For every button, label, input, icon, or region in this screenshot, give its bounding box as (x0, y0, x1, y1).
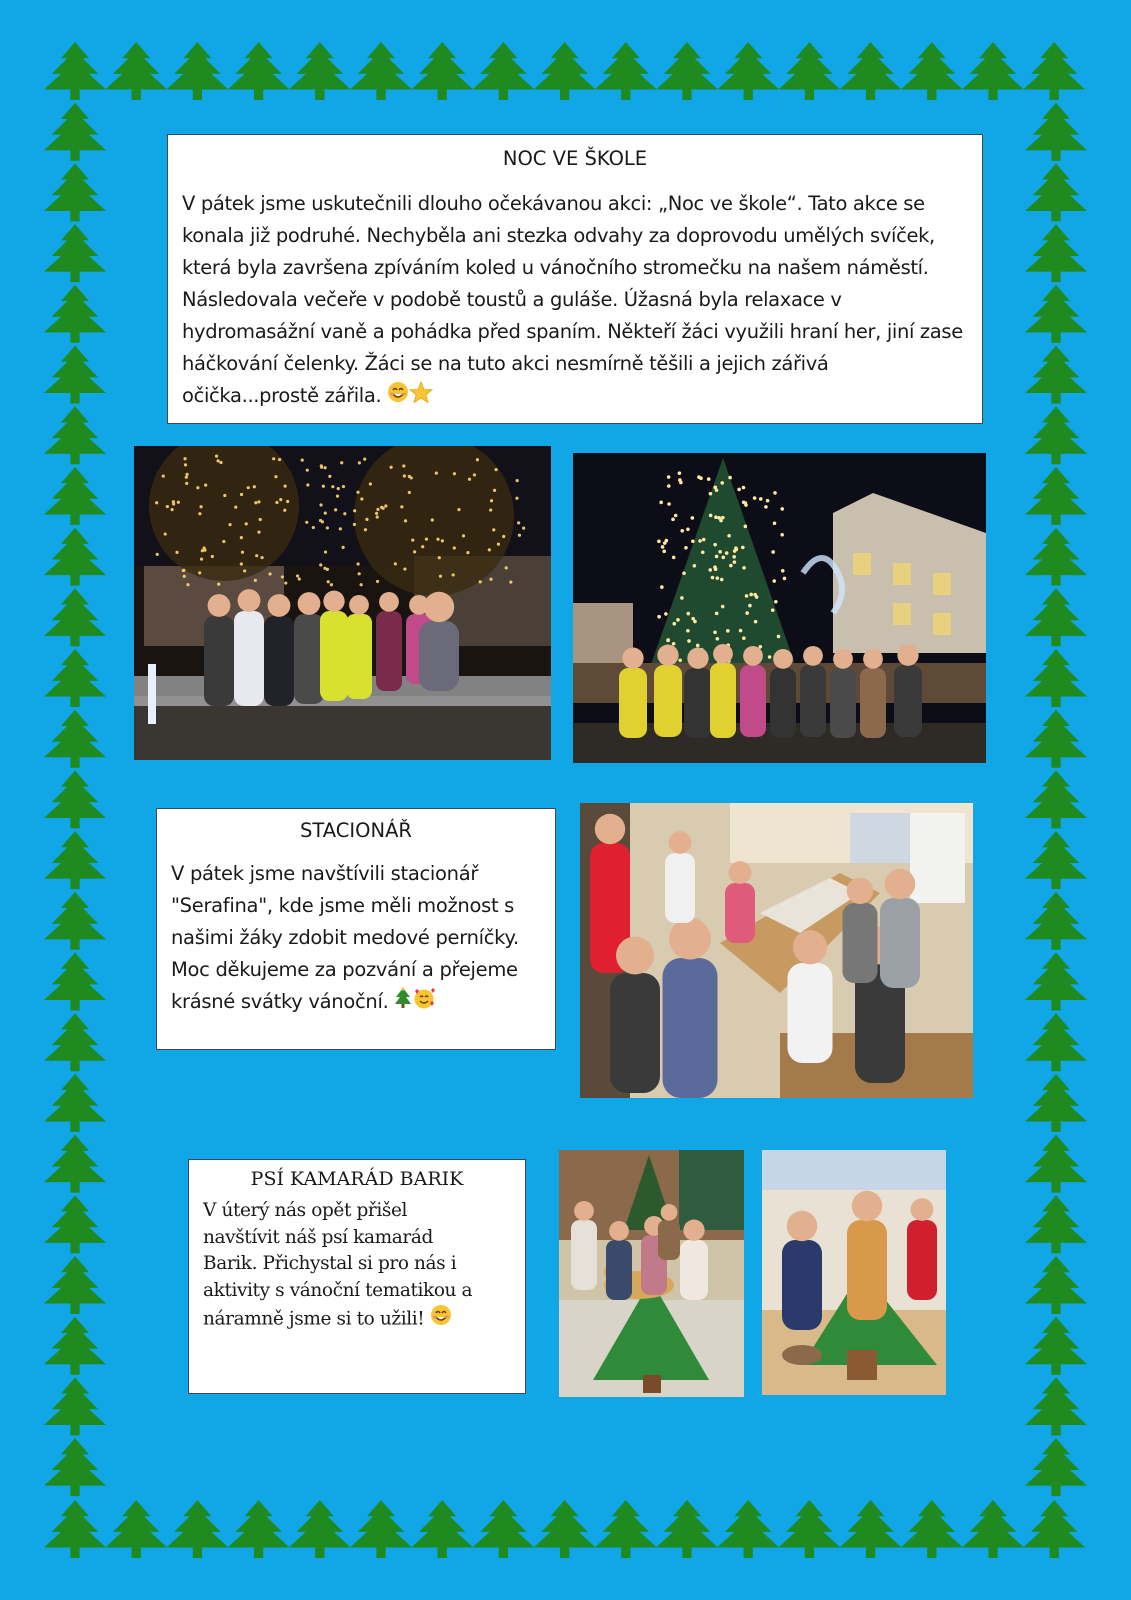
christmas-tree-icon (289, 42, 351, 100)
christmas-tree-icon (656, 1500, 718, 1558)
christmas-tree-icon (44, 1195, 106, 1253)
christmas-tree-icon (717, 1500, 779, 1558)
christmas-tree-icon (1025, 953, 1087, 1011)
christmas-tree-icon (1025, 467, 1087, 525)
christmas-tree-icon (1025, 770, 1087, 828)
christmas-tree-icon (1025, 406, 1087, 464)
stacionar-text (171, 858, 541, 1019)
text-line: Následovala večeře v podobě toustů a guláše. Úžasná byla relaxace v (182, 288, 842, 311)
christmas-tree-icon (44, 528, 106, 586)
stacionar-box (156, 808, 556, 1050)
photo-decorating-gingerbread (580, 803, 973, 1098)
christmas-tree-icon (228, 42, 290, 100)
christmas-tree-icon (1025, 528, 1087, 586)
christmas-tree-icon (44, 1135, 106, 1193)
christmas-tree-icon (1025, 588, 1087, 646)
christmas-tree-icon (44, 892, 106, 950)
text-line: která byla završena zpíváním koled u vánočního stromečku na našem náměstí. (182, 256, 929, 279)
christmas-tree-icon (1025, 1074, 1087, 1132)
christmas-tree-icon (166, 42, 228, 100)
christmas-tree-icon (962, 1500, 1024, 1558)
christmas-tree-icon (350, 1500, 412, 1558)
christmas-tree-icon (44, 346, 106, 404)
christmas-tree-icon (105, 1500, 167, 1558)
christmas-tree-icon (289, 1500, 351, 1558)
christmas-tree-icon (1023, 42, 1085, 100)
photo-group-under-lit-trees (134, 446, 551, 760)
christmas-tree-icon (44, 831, 106, 889)
christmas-tree-icon (44, 1438, 106, 1496)
photo-dog-barik-with-children (559, 1150, 744, 1397)
christmas-tree-icon (1025, 346, 1087, 404)
christmas-tree-emoji-icon (394, 987, 412, 1019)
text-line: Barik. Přichystal si pro nás i (203, 1253, 457, 1274)
christmas-tree-icon (1025, 831, 1087, 889)
christmas-tree-icon (44, 467, 106, 525)
christmas-tree-icon (901, 42, 963, 100)
christmas-tree-icon (901, 1500, 963, 1558)
christmas-tree-icon (44, 1317, 106, 1375)
christmas-tree-icon (534, 1500, 596, 1558)
christmas-tree-icon (44, 710, 106, 768)
christmas-tree-icon (44, 224, 106, 282)
christmas-tree-icon (44, 42, 106, 100)
christmas-tree-icon (717, 42, 779, 100)
christmas-tree-icon (1025, 1256, 1087, 1314)
christmas-tree-icon (44, 1256, 106, 1314)
text-line: háčkování čelenky. Žáci se na tuto akci nesmírně těšili a jejich zářivá (182, 352, 829, 375)
smiling-face-emoji-icon (430, 1304, 452, 1335)
text-line: náramně jsme si to užili! (203, 1308, 425, 1330)
christmas-tree-icon (350, 42, 412, 100)
christmas-tree-icon (44, 406, 106, 464)
christmas-tree-icon (778, 42, 840, 100)
christmas-tree-icon (1025, 1013, 1087, 1071)
christmas-tree-icon (656, 42, 718, 100)
christmas-tree-icon (1025, 163, 1087, 221)
christmas-tree-icon (1025, 1135, 1087, 1193)
text-line: očička...prostě zářila. (182, 384, 382, 407)
christmas-tree-icon (44, 285, 106, 343)
christmas-tree-icon (44, 1377, 106, 1435)
christmas-tree-icon (595, 42, 657, 100)
noc-ve-skole-text (182, 188, 968, 413)
christmas-tree-icon (44, 1074, 106, 1132)
psi-kamarad-barik-box (188, 1159, 526, 1394)
christmas-tree-icon (778, 1500, 840, 1558)
christmas-tree-icon (595, 1500, 657, 1558)
christmas-tree-icon (44, 770, 106, 828)
christmas-tree-icon (1025, 710, 1087, 768)
christmas-tree-icon (411, 1500, 473, 1558)
star-icon (409, 381, 433, 413)
christmas-tree-icon (1023, 1500, 1085, 1558)
text-line: našimi žáky zdobit medové perníčky. (171, 926, 519, 949)
christmas-tree-icon (1025, 285, 1087, 343)
christmas-tree-icon (166, 1500, 228, 1558)
text-line: navštívit náš psí kamarád (203, 1226, 433, 1248)
christmas-tree-icon (472, 42, 534, 100)
noc-ve-skole-title: NOC VE ŠKOLE (502, 147, 648, 170)
christmas-tree-icon (1025, 1438, 1087, 1496)
christmas-tree-icon (472, 1500, 534, 1558)
christmas-tree-icon (1025, 1195, 1087, 1253)
christmas-tree-icon (44, 588, 106, 646)
text-line: hydromasážní vaně a pohádka před spaním. Někteří žáci využili hraní her, jiní zase (182, 320, 963, 343)
text-line: "Serafina", kde jsme měli možnost s (171, 894, 515, 917)
text-line: krásné svátky vánoční. (171, 990, 389, 1013)
christmas-tree-icon (228, 1500, 290, 1558)
christmas-tree-icon (534, 42, 596, 100)
christmas-tree-icon (44, 163, 106, 221)
christmas-tree-icon (1025, 892, 1087, 950)
christmas-tree-icon (44, 649, 106, 707)
photo-group-at-christmas-tree (573, 453, 986, 763)
christmas-tree-icon (1025, 1377, 1087, 1435)
christmas-tree-icon (962, 42, 1024, 100)
christmas-tree-icon (840, 42, 902, 100)
christmas-tree-icon (1025, 103, 1087, 161)
text-line: Moc děkujeme za pozvání a přejeme (171, 958, 518, 981)
christmas-tree-icon (411, 42, 473, 100)
psi-kamarad-barik-title: PSÍ KAMARÁD BARIK (250, 1168, 464, 1190)
christmas-tree-icon (44, 1500, 106, 1558)
smiling-face-emoji-icon (387, 381, 409, 413)
christmas-tree-icon (105, 42, 167, 100)
photo-felt-christmas-tree-activity (762, 1150, 946, 1395)
text-line: V pátek jsme uskutečnili dlouho očekávanou akci: „Noc ve škole“. Tato akce se (182, 192, 925, 215)
stacionar-title: STACIONÁŘ (300, 819, 412, 842)
psi-kamarad-barik-text (203, 1198, 511, 1335)
christmas-tree-icon (840, 1500, 902, 1558)
smiling-face-with-hearts-icon (412, 987, 436, 1019)
christmas-tree-icon (1025, 649, 1087, 707)
noc-ve-skole-box (167, 134, 983, 424)
text-line: V pátek jsme navštívili stacionář (171, 862, 479, 885)
text-line: aktivity s vánoční tematikou a (203, 1279, 473, 1301)
text-line: V úterý nás opět přišel (203, 1200, 408, 1221)
christmas-tree-icon (44, 103, 106, 161)
christmas-tree-icon (44, 1013, 106, 1071)
christmas-tree-icon (1025, 1317, 1087, 1375)
christmas-tree-icon (1025, 224, 1087, 282)
christmas-tree-icon (44, 953, 106, 1011)
text-line: konala již podruhé. Nechyběla ani stezka odvahy za doprovodu umělých svíček, (182, 224, 935, 247)
